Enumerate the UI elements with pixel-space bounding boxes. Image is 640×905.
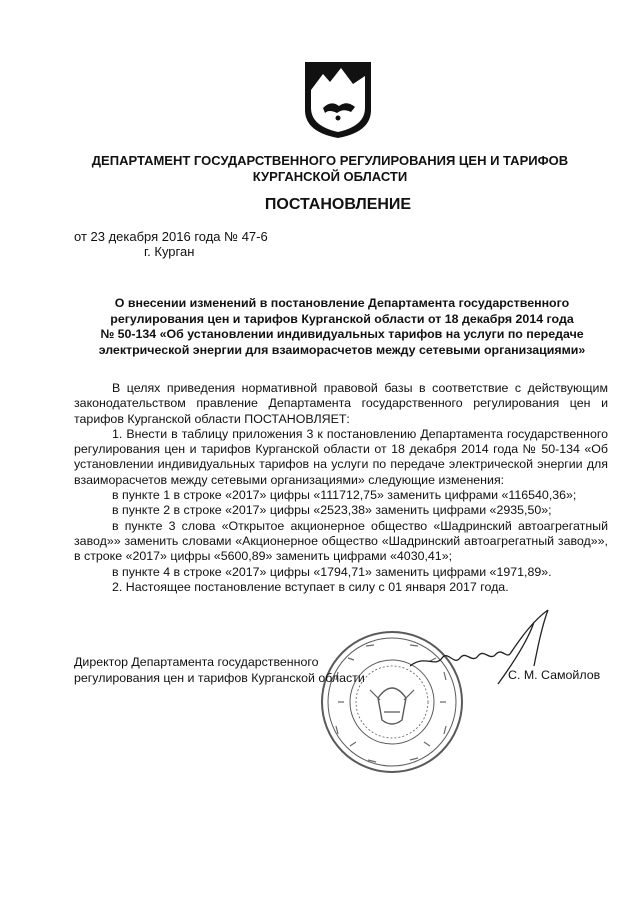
change-item-4: в пункте 4 в строке «2017» цифры «1794,71» заменить цифрами «1971,89».	[112, 564, 552, 579]
subject-line: О внесении изменений в постановление Департамента государственного	[114, 296, 570, 310]
document-body	[74, 381, 608, 595]
change-item-1: в пункте 1 в строке «2017» цифры «111712,75» заменить цифрами «116540,36»;	[112, 488, 577, 503]
subject-line: № 50-134 «Об установлении индивидуальных тарифов на услуги по передаче	[100, 327, 584, 341]
position-line: Директор Департамента государственного	[74, 655, 319, 669]
document-type-title: ПОСТАНОВЛЕНИЕ	[264, 196, 412, 213]
document-date-number: от 23 декабря 2016 года № 47-6	[74, 229, 268, 244]
change-item-2: в пункте 2 в строке «2017» цифры «2523,38» заменить цифрами «2935,50»;	[112, 503, 552, 518]
point-1-paragraph: 1. Внести в таблицу приложения 3 к постановлению Департамента государственного регулирования цен и тарифов Курганской области от 18 декабря 2014 года № 50-134 «Об установлении индивидуальных тарифов на услуги по передаче электрической энергии для взаиморасчетов между сетевыми организациями» следующие изменения:	[74, 426, 608, 487]
point-2-paragraph: 2. Настоящее постановление вступает в силу с 01 января 2017 года.	[112, 579, 509, 594]
subject-line: электрической энергии для взаиморасчетов между сетевыми организациями»	[98, 342, 586, 357]
organization-name-line1: ДЕПАРТАМЕНТ ГОСУДАРСТВЕННОГО РЕГУЛИРОВАНИЯ ЦЕН И ТАРИФОВ	[91, 153, 569, 168]
signatory-position	[74, 655, 365, 686]
organization-name-line2: КУРГАНСКОЙ ОБЛАСТИ	[252, 169, 408, 184]
preamble-paragraph: В целях приведения нормативной правовой базы в соответствие с действующим законодательством правление Департамента государственного регулирования цен и тарифов Курганской области ПОСТАНОВЛЯЕТ:	[74, 381, 608, 426]
document-city: г. Курган	[144, 244, 195, 259]
subject-line: регулирования цен и тарифов Курганской области от 18 декабря 2014 года	[110, 311, 574, 326]
signatory-name: С. М. Самойлов	[508, 668, 601, 682]
document-subject	[72, 296, 612, 358]
position-line: регулирования цен и тарифов Курганской области	[74, 670, 365, 685]
change-item-3: в пункте 3 слова «Открытое акционерное общество «Шадринский автоагрегатный завод»» заменить словами «Акционерное общество «Шадринский автоагрегатный завод»», в строке «2017» цифры «5600,89» заменить цифрами «4030,41»;	[74, 518, 608, 564]
coat-of-arms-icon	[303, 60, 373, 140]
